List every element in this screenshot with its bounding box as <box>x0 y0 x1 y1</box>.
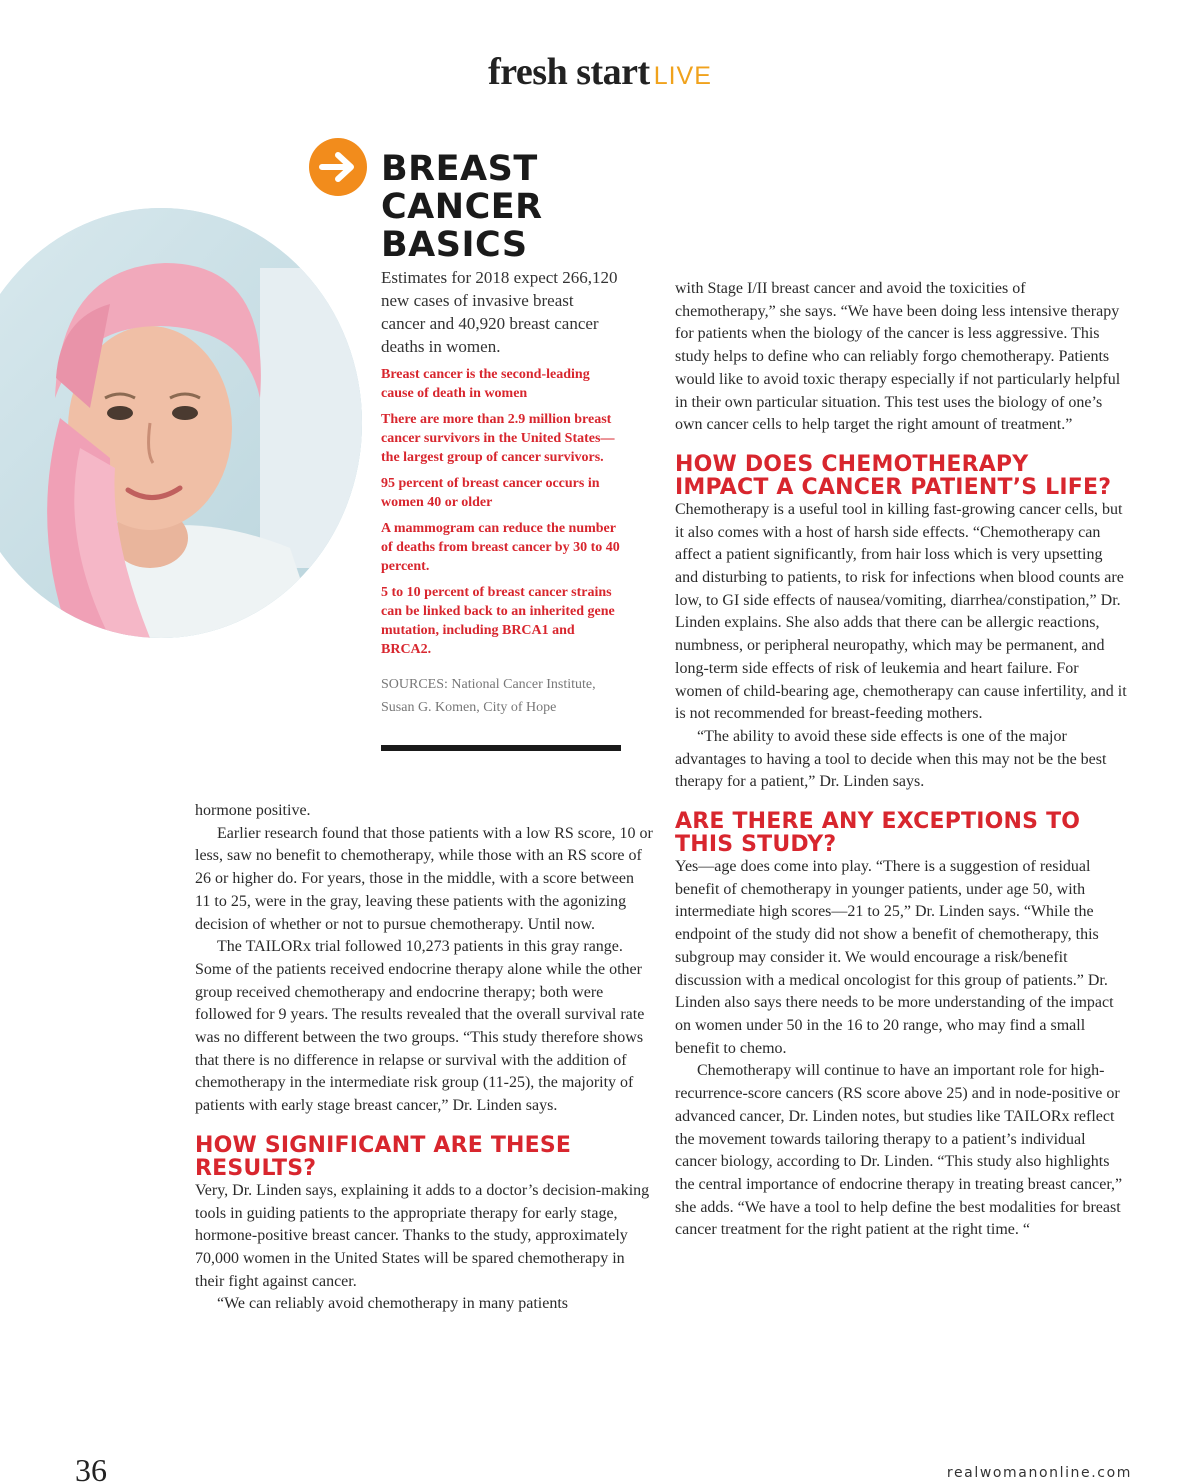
fact-item: 5 to 10 percent of breast cancer strains can be linked back to an inherited gene mutation, including BRCA1 and BRCA2. <box>381 585 615 657</box>
article-column-right <box>675 278 1129 1242</box>
section-heading: HOW SIGNIFICANT ARE THESE RESULTS? <box>195 1132 572 1181</box>
portrait-photo <box>0 208 362 638</box>
fact-item: A mammogram can reduce the number of deaths from breast cancer by 30 to 40 percent. <box>381 521 620 574</box>
arrow-right-icon <box>309 138 367 196</box>
paragraph: “We can reliably avoid chemotherapy in many patients <box>217 1295 569 1313</box>
sidebar-intro: Estimates for 2018 expect 266,120 new cases of invasive breast cancer and 40,920 breast cancer deaths in women. <box>381 268 618 356</box>
brand-logo: fresh start <box>488 51 650 93</box>
article-column-left <box>195 800 653 1316</box>
fact-item: Breast cancer is the second-leading cause of death in women <box>381 367 590 401</box>
website-url: realwomanonline.com <box>946 1465 1132 1481</box>
paragraph: Earlier research found that those patients with a low RS score, 10 or less, saw no benefit to chemotherapy, while those with an RS score of 26 or higher do. For years, those in the middle, with a score between 11 to 25, were in the gray, leaving these patients with the agonizing decision of whether or not to pursue chemotherapy. Until now. <box>195 824 653 933</box>
section-heading: HOW DOES CHEMOTHERAPY IMPACT A CANCER PATIENT’S LIFE? <box>675 451 1112 500</box>
paragraph: Yes—age does come into play. “There is a suggestion of residual benefit of chemotherapy in younger patients, under age 50, with intermediate high scores—21 to 25,” Dr. Linden says. “While the endpoint of the study did not show a benefit of chemotherapy, this subgroup may consider it. We would encourage a risk/benefit discussion with a medical oncologist for this group of patients.” Dr. Linden also says there needs to be more understanding of the impact on women under 50 in the 16 to 20 range, who may find a small benefit to chemo. <box>675 858 1114 1057</box>
paragraph: Chemotherapy will continue to have an important role for high-recurrence-score cancers (RS score above 25) and in node-positive or advanced cancer, Dr. Linden notes, but studies like TAILORx reflect the movement towards tailoring therapy to a patient’s individual cancer biology, according to Dr. Linden. “This study also highlights the central importance of endocrine therapy in treating breast cancer,” she adds. “We have a tool to help define the best modalities for breast cancer treatment for the right patient at the right time. “ <box>675 1062 1123 1239</box>
paragraph: with Stage I/II breast cancer and avoid the toxicities of chemotherapy,” she says. “We have been doing less intensive therapy for patients when the biology of the cancer is less aggressive. This study helps to define who can reliably forgo chemotherapy. Patients would like to avoid toxic therapy especially if not particularly helpful in their own particular situation. This test uses the biology of one’s own cancer cells to help target the right amount of treatment.” <box>675 280 1121 434</box>
sidebar-divider <box>381 745 621 751</box>
section-label: LIVE <box>653 62 712 90</box>
paragraph: Very, Dr. Linden says, explaining it adds to a doctor’s decision-making tools in guiding patients to the appropriate therapy for early stage, hormone-positive breast cancer. Thanks to the study, approximately 70,000 women in the United States will be spared chemotherapy in their fight against cancer. <box>195 1181 650 1290</box>
page-number: 36 <box>75 1452 107 1483</box>
paragraph: hormone positive. <box>195 802 311 819</box>
sidebar-box <box>381 150 621 719</box>
fact-item: There are more than 2.9 million breast cancer survivors in the United States—the largest group of cancer survivors. <box>381 412 615 465</box>
sidebar-title: BREAST CANCER BASICS <box>381 149 543 265</box>
portrait-illustration <box>0 208 362 638</box>
paragraph: “The ability to avoid these side effects is one of the major advantages to having a tool to decide when this may not be the best therapy for a patient,” Dr. Linden says. <box>675 727 1107 791</box>
section-heading: ARE THERE ANY EXCEPTIONS TO THIS STUDY? <box>675 809 1081 858</box>
fact-item: 95 percent of breast cancer occurs in women 40 or older <box>381 476 600 510</box>
paragraph: The TAILORx trial followed 10,273 patients in this gray range. Some of the patients received endocrine therapy alone while the other group received chemotherapy and endocrine therapy; both were followed for 9 years. The results revealed that the overall survival rate was no different between the two groups. “This study therefore shows that there is no difference in relapse or survival with the addition of chemotherapy in the intermediate risk group (11-25), the majority of patients with early stage breast cancer,” Dr. Linden says. <box>195 938 645 1115</box>
paragraph: Chemotherapy is a useful tool in killing fast-growing cancer cells, but it also comes with a host of harsh side effects. “Chemotherapy can affect a patient significantly, from hair loss which is very upsetting and disturbing to patients, to risk for infections when blood counts are low, to GI side effects of nausea/vomiting, diarrhea/constipation,” Dr. Linden explains. She also adds that there can be allergic reactions, numbness, or peripheral neuropathy, which may be permanent, and long-term side effects of risk of leukemia and heart failure. For women of child-bearing age, chemotherapy can cause infertility, and it is not recommended for breast-feeding mothers. <box>675 500 1127 723</box>
masthead <box>0 50 1200 94</box>
sources-note: SOURCES: National Cancer Institute, Susan G. Komen, City of Hope <box>381 677 596 715</box>
